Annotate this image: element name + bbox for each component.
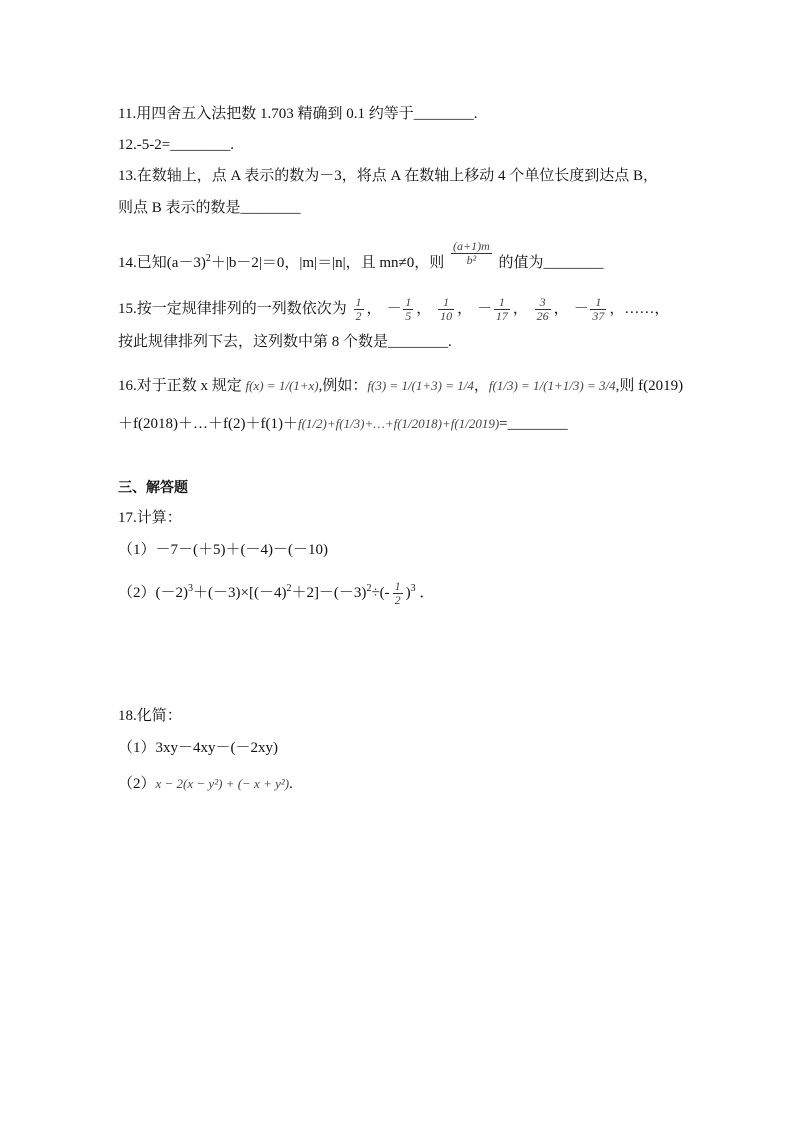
q16-prefix: 16.对于正数 x 规定 <box>118 378 242 394</box>
question-15-line2: 按此规律排列下去，这列数中第 8 个数是________. <box>118 334 452 350</box>
q15-suffix: ，……， <box>609 300 670 317</box>
section-heading: 三、解答题 <box>118 480 188 496</box>
question-15-line1: 15.按一定规律排列的一列数依次为 $\frac{1}{2}$ ， － $\frac{1}{5}$ ， $\frac{1}{10}$ ， － $\frac{1}{17}$ ， $\frac{3}{26}$ ， － $\frac{1}{37}$ ，……， <box>118 295 670 323</box>
question-14 <box>118 239 604 277</box>
question-17-part2: $(2)(-2)^3+(-3)\times[(-4)^2+2]-(-3)^2\div(-$ $\frac{1}{2}$ )$^3$ ． <box>118 579 435 607</box>
q15-term: $\frac{1}{10}$ <box>440 295 453 323</box>
q14-suffix: 的值为________ <box>498 254 604 271</box>
q15-term: － $\frac{1}{17}$ <box>475 295 508 323</box>
question-17-title: 17.计算： <box>118 510 182 526</box>
question-16-line1: 16.对于正数 x 规定 f(x) = 1/(1+x),例如：f(3) = 1/(1+3) = 1/4，f(1/3) = 1/(1+1/3) = 3/4,则 f(2019) <box>118 378 684 394</box>
q15-term: $\frac{3}{26}$ <box>536 295 549 323</box>
question-16-line2 <box>118 414 568 434</box>
question-11: 11.用四舍五入法把数 1.703 精确到 0.1 约等于________. <box>118 106 478 122</box>
q16-example-label: ,例如： <box>318 378 368 394</box>
question-13-line2: 则点 B 表示的数是________ <box>118 200 301 216</box>
q14-superscript: 2 <box>205 252 211 264</box>
q16-example-1: f(3) = 1/(1+3) = 1/4 <box>367 378 474 393</box>
q14-middle: ＋|b－2|＝0，|m|＝|n|，且 mn≠0，则 <box>210 254 445 271</box>
q15-term: － $\frac{1}{5}$ <box>385 295 412 323</box>
question-13-line1: 13.在数轴上，点 A 表示的数为－3，将点 A 在数轴上移动 4 个单位长度到达点 B， <box>118 168 659 184</box>
q18-2-expression: x − 2(x − y²) + (− x + y²) <box>155 776 290 791</box>
q17-2-fraction: $\frac{1}{2}$ <box>394 579 401 607</box>
q15-term: － $\frac{1}{37}$ <box>572 295 605 323</box>
q14-fraction-denominator: b² <box>466 253 477 267</box>
q15-term: $\frac{1}{2}$ <box>355 295 362 323</box>
question-17-part1: （1）－7－(＋5)＋(－4)－(－10) <box>118 542 328 558</box>
q18-2-label: （2） <box>118 776 156 792</box>
q16-example-2: f(1/3) = 1/(1+1/3) = 3/4 <box>488 378 616 393</box>
q16-line2-prefix: ＋f(2018)＋…＋f(2)＋f(1)＋ <box>118 416 298 432</box>
q16-then: ,则 f(2019) <box>615 378 684 394</box>
question-18-part2 <box>118 774 293 794</box>
question-12: 12.-5-2=________. <box>118 137 234 153</box>
q16-tail: =________ <box>499 416 568 432</box>
q14-prefix: 14.已知(a－3) <box>118 254 206 271</box>
question-18-title: 18.化简： <box>118 708 182 724</box>
q14-fraction <box>451 240 492 267</box>
q14-fraction-numerator: (a+1)m <box>453 239 490 253</box>
q16-definition: f(x) = 1/(1+x) <box>245 378 319 393</box>
q16-sum-expression: f(1/2)+f(1/3)+…+f(1/2018)+f(1/2019) <box>297 416 500 431</box>
q18-2-tail: . <box>289 776 293 792</box>
question-18-part1: （1）3xy－4xy－(－2xy) <box>118 740 278 756</box>
q15-prefix: 15.按一定规律排列的一列数依次为 <box>118 300 347 317</box>
